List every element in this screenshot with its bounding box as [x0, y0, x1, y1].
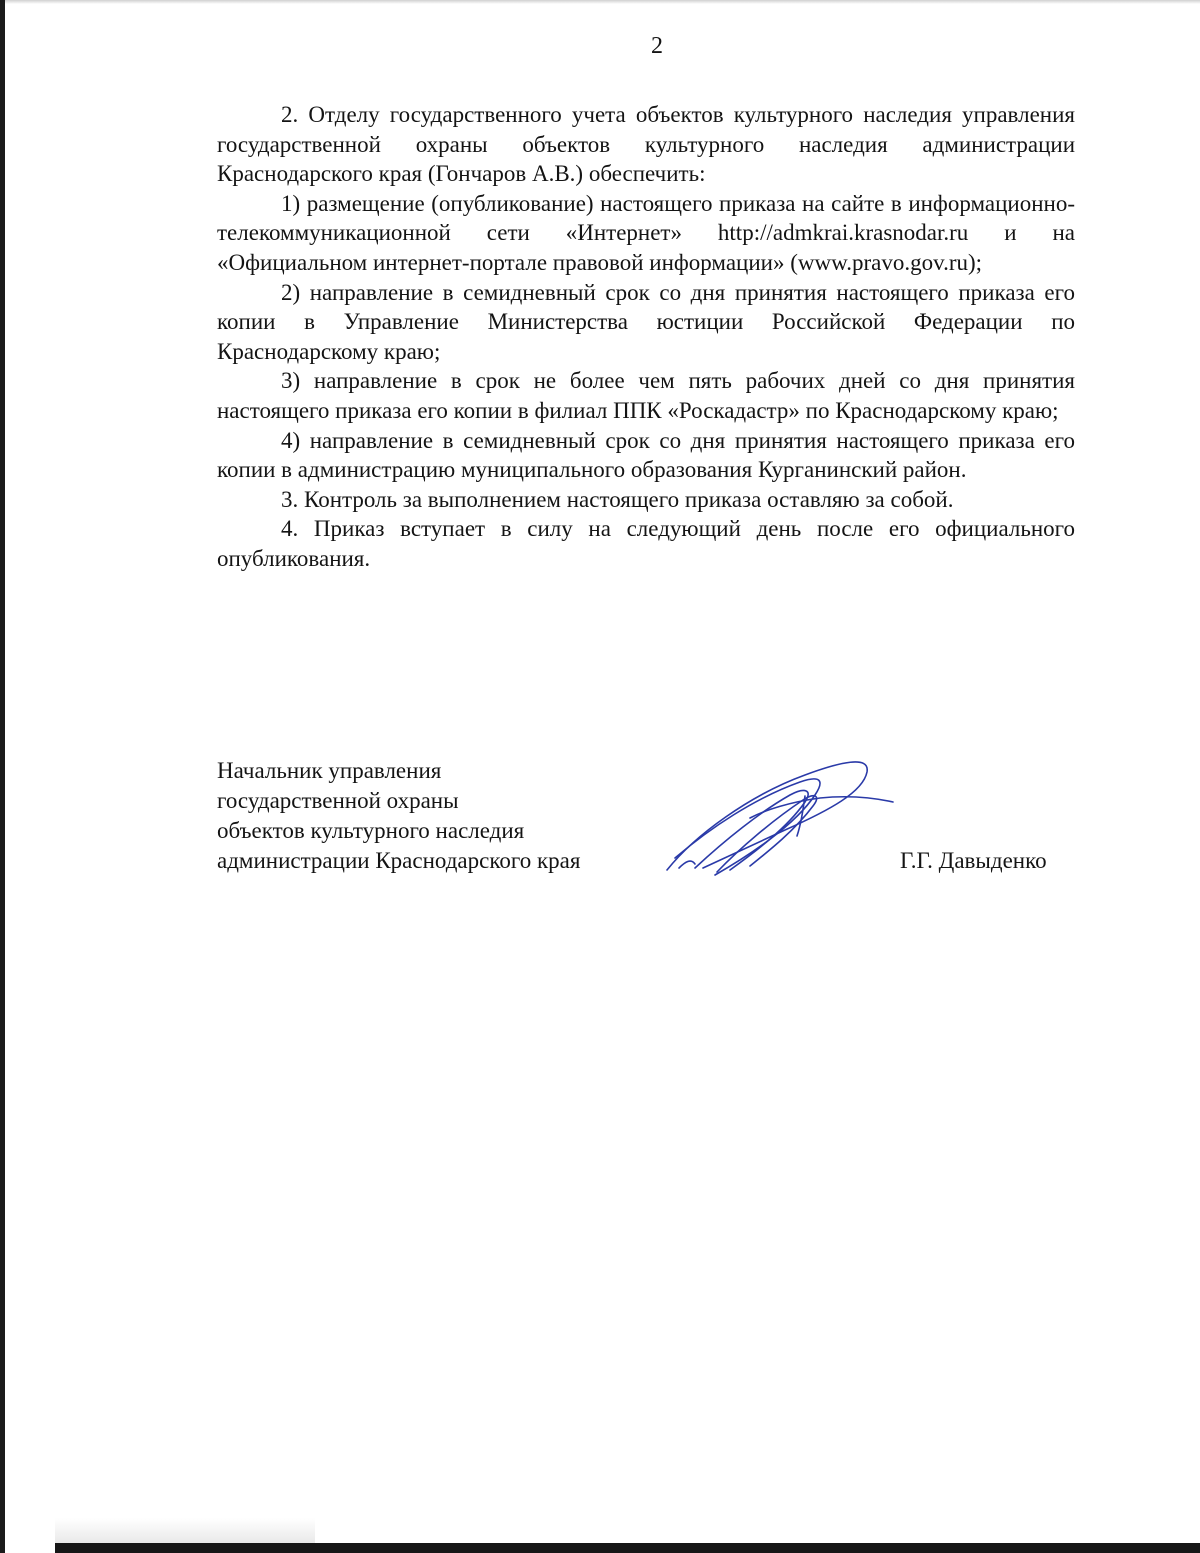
signature-stroke: [679, 861, 695, 868]
signer-position: [217, 756, 580, 876]
paragraph-subitem-2: 2) направление в семидневный срок со дня принятия настоящего приказа его копии в Управление Министерства юстиции Российской Федерации по Краснодарскому краю;: [217, 279, 1075, 364]
paragraph-subitem-4: 4) направление в семидневный срок со дня принятия настоящего приказа его копии в администрацию муниципального образования Курганинский район.: [217, 427, 1075, 483]
signer-position-line: администрации Краснодарского края: [217, 848, 581, 873]
signer-position-line: объектов культурного наследия: [217, 818, 525, 843]
paragraph-item-2: 2. Отделу государственного учета объектов культурного наследия управления государственной охраны объектов культурного наследия администрации Краснодарского края (Гончаров А.В.) обеспечить:: [217, 102, 1075, 187]
signer-position-line: Начальник управления: [217, 758, 442, 783]
scan-edge-left: [0, 0, 5, 1553]
signature-stroke: [675, 779, 820, 875]
signature-stroke: [750, 797, 893, 818]
handwritten-signature: [655, 740, 905, 890]
paragraph-item-3: 3. Контроль за выполнением настоящего приказа оставляю за собой.: [281, 486, 954, 512]
scan-smudge: [55, 1518, 315, 1544]
signer-name: Г.Г. Давыденко: [900, 848, 1047, 873]
paragraph-item-4: 4. Приказ вступает в силу на следующий день после его официального опубликования.: [217, 516, 1075, 571]
document-body: [217, 100, 1075, 574]
signer-position-line: государственной охраны: [217, 788, 459, 813]
scan-edge-bottom: [55, 1543, 1200, 1553]
scan-top-shade: [0, 0, 1200, 4]
paragraph-subitem-3: 3) направление в срок не более чем пять рабочих дней со дня принятия настоящего приказа его копии в филиал ППК «Роскадастр» по Краснодарскому краю;: [217, 368, 1075, 423]
paragraph-subitem-1: 1) размещение (опубликование) настоящего приказа на сайте в информационно-телекоммуникационной сети «Интернет» http://admkrai.krasnodar.ru и на «Официальном интернет-портале правовой информации» (www.pravo.gov.ru);: [217, 190, 1075, 275]
signature-stroke: [667, 762, 867, 870]
page-number: 2: [651, 33, 663, 59]
